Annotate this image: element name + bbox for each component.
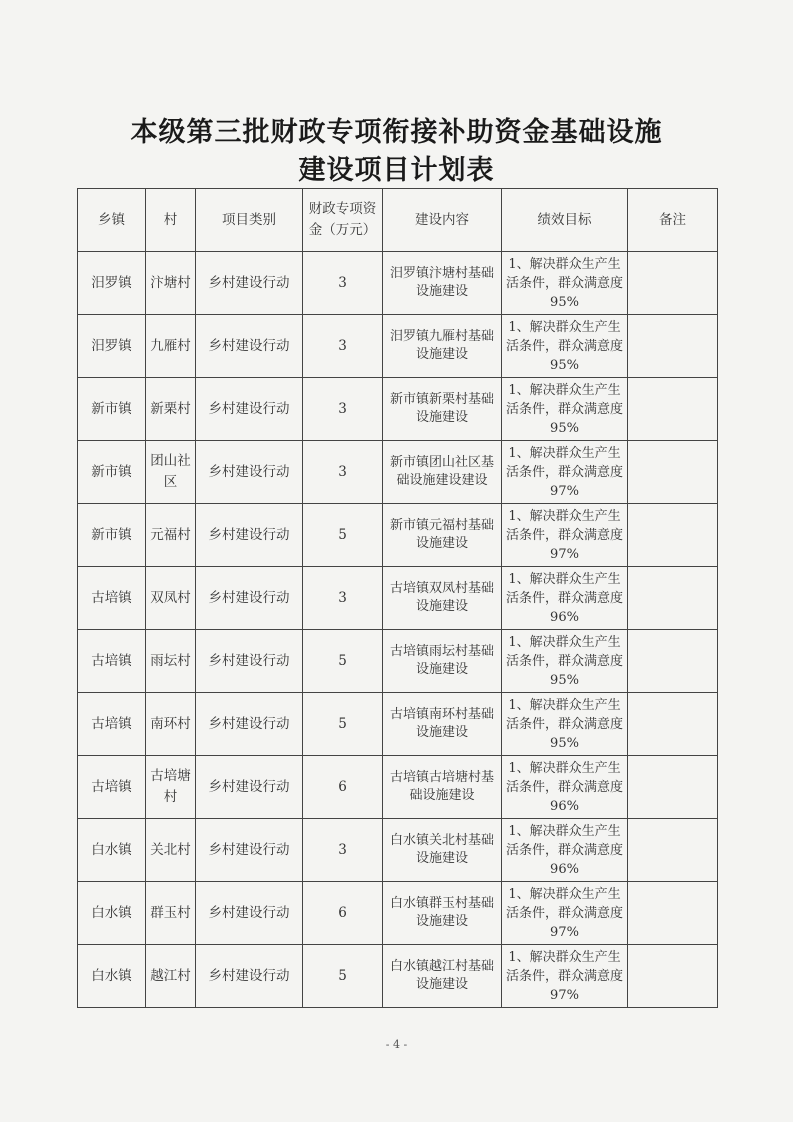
cell-village: 越江村	[146, 945, 196, 1008]
cell-town: 新市镇	[78, 504, 146, 567]
header-category: 项目类别	[196, 189, 303, 252]
cell-content: 新市镇元福村基础设施建设	[383, 504, 502, 567]
cell-goal: 1、解决群众生产生活条件，群众满意度 97%	[502, 945, 628, 1008]
cell-content: 白水镇越江村基础设施建设	[383, 945, 502, 1008]
cell-content: 古培镇双凤村基础设施建设	[383, 567, 502, 630]
table-row	[78, 756, 718, 819]
cell-category: 乡村建设行动	[196, 567, 303, 630]
cell-content: 汨罗镇九雁村基础设施建设	[383, 315, 502, 378]
cell-goal: 1、解决群众生产生活条件，群众满意度 95%	[502, 630, 628, 693]
cell-category: 乡村建设行动	[196, 819, 303, 882]
cell-content: 古培镇南环村基础设施建设	[383, 693, 502, 756]
table-row	[78, 315, 718, 378]
cell-remark	[628, 756, 718, 819]
cell-content: 汨罗镇汴塘村基础设施建设	[383, 252, 502, 315]
header-fund: 财政专项资金（万元）	[303, 189, 383, 252]
table-row	[78, 630, 718, 693]
cell-village: 元福村	[146, 504, 196, 567]
cell-village: 关北村	[146, 819, 196, 882]
cell-remark	[628, 504, 718, 567]
table-row	[78, 819, 718, 882]
cell-town: 白水镇	[78, 819, 146, 882]
cell-goal: 1、解决群众生产生活条件，群众满意度 96%	[502, 756, 628, 819]
cell-goal: 1、解决群众生产生活条件，群众满意度 97%	[502, 441, 628, 504]
page-number: - 4 -	[385, 1038, 408, 1051]
cell-goal: 1、解决群众生产生活条件，群众满意度 95%	[502, 252, 628, 315]
cell-fund: 3	[303, 567, 383, 630]
cell-goal: 1、解决群众生产生活条件，群众满意度 97%	[502, 504, 628, 567]
cell-fund: 3	[303, 378, 383, 441]
cell-remark	[628, 882, 718, 945]
table-row	[78, 945, 718, 1008]
cell-village: 南环村	[146, 693, 196, 756]
cell-content: 新市镇新栗村基础设施建设	[383, 378, 502, 441]
table-header-row	[78, 189, 718, 252]
cell-content: 古培镇古培塘村基础设施建设	[383, 756, 502, 819]
cell-remark	[628, 441, 718, 504]
cell-remark	[628, 819, 718, 882]
cell-category: 乡村建设行动	[196, 315, 303, 378]
cell-goal: 1、解决群众生产生活条件，群众满意度 95%	[502, 693, 628, 756]
cell-fund: 5	[303, 630, 383, 693]
cell-town: 古培镇	[78, 756, 146, 819]
cell-village: 新栗村	[146, 378, 196, 441]
cell-category: 乡村建设行动	[196, 630, 303, 693]
table-row	[78, 567, 718, 630]
table-row	[78, 882, 718, 945]
cell-fund: 5	[303, 945, 383, 1008]
cell-fund: 5	[303, 693, 383, 756]
cell-village: 双凤村	[146, 567, 196, 630]
cell-village: 汴塘村	[146, 252, 196, 315]
cell-village: 古培塘村	[146, 756, 196, 819]
cell-town: 白水镇	[78, 882, 146, 945]
cell-goal: 1、解决群众生产生活条件，群众满意度 96%	[502, 567, 628, 630]
table-row	[78, 693, 718, 756]
cell-category: 乡村建设行动	[196, 693, 303, 756]
table-row	[78, 441, 718, 504]
document-title-line2: 建设项目计划表	[298, 155, 495, 186]
cell-fund: 6	[303, 756, 383, 819]
cell-goal: 1、解决群众生产生活条件，群众满意度 97%	[502, 882, 628, 945]
cell-category: 乡村建设行动	[196, 756, 303, 819]
cell-remark	[628, 630, 718, 693]
cell-town: 古培镇	[78, 630, 146, 693]
cell-town: 汨罗镇	[78, 315, 146, 378]
cell-fund: 5	[303, 504, 383, 567]
cell-category: 乡村建设行动	[196, 945, 303, 1008]
cell-town: 古培镇	[78, 567, 146, 630]
cell-town: 古培镇	[78, 693, 146, 756]
cell-category: 乡村建设行动	[196, 378, 303, 441]
table-row	[78, 504, 718, 567]
cell-category: 乡村建设行动	[196, 504, 303, 567]
header-village: 村	[146, 189, 196, 252]
cell-town: 汨罗镇	[78, 252, 146, 315]
cell-fund: 6	[303, 882, 383, 945]
cell-content: 白水镇群玉村基础设施建设	[383, 882, 502, 945]
document-title-line1: 本级第三批财政专项衔接补助资金基础设施	[130, 117, 663, 148]
cell-village: 群玉村	[146, 882, 196, 945]
cell-village: 九雁村	[146, 315, 196, 378]
header-content: 建设内容	[383, 189, 502, 252]
cell-fund: 3	[303, 315, 383, 378]
header-remark: 备注	[628, 189, 718, 252]
project-plan-table	[77, 188, 718, 1008]
cell-town: 新市镇	[78, 441, 146, 504]
cell-category: 乡村建设行动	[196, 252, 303, 315]
cell-remark	[628, 567, 718, 630]
cell-remark	[628, 252, 718, 315]
cell-fund: 3	[303, 441, 383, 504]
cell-village: 团山社区	[146, 441, 196, 504]
cell-content: 白水镇关北村基础设施建设	[383, 819, 502, 882]
header-town: 乡镇	[78, 189, 146, 252]
table-row	[78, 378, 718, 441]
cell-remark	[628, 378, 718, 441]
cell-town: 新市镇	[78, 378, 146, 441]
cell-goal: 1、解决群众生产生活条件，群众满意度 96%	[502, 819, 628, 882]
cell-fund: 3	[303, 819, 383, 882]
cell-fund: 3	[303, 252, 383, 315]
cell-remark	[628, 693, 718, 756]
cell-goal: 1、解决群众生产生活条件，群众满意度 95%	[502, 378, 628, 441]
cell-remark	[628, 945, 718, 1008]
cell-category: 乡村建设行动	[196, 441, 303, 504]
header-goal: 绩效目标	[502, 189, 628, 252]
cell-category: 乡村建设行动	[196, 882, 303, 945]
cell-village: 雨坛村	[146, 630, 196, 693]
cell-goal: 1、解决群众生产生活条件，群众满意度 95%	[502, 315, 628, 378]
cell-remark	[628, 315, 718, 378]
table-row	[78, 252, 718, 315]
cell-content: 新市镇团山社区基础设施建设建设	[383, 441, 502, 504]
cell-content: 古培镇雨坛村基础设施建设	[383, 630, 502, 693]
cell-town: 白水镇	[78, 945, 146, 1008]
